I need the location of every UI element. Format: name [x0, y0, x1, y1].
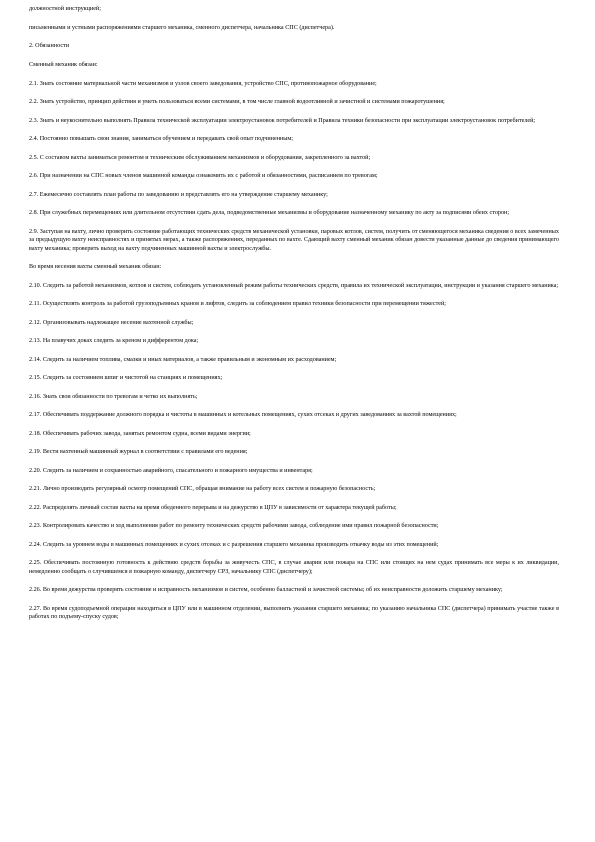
clause-2-10: 2.10. Следить за работой механизмов, котлов и систем, соблюдать установленный режим работы технических средств, правила их технической эксплуатации, инструкции и указания старшего механика; [29, 282, 559, 289]
paragraph-intro-cont: должностной инструкцией; [29, 6, 101, 12]
clause-2-12: 2.12. Организовывать надлежащее несение вахтенной службы; [29, 319, 194, 326]
clause-2-20: 2.20. Следить за наличием и сохранностью аварийного, спасательного и пожарного имущества и инвентаря; [29, 467, 313, 474]
clause-2-25: 2.25. Обеспечивать постоянную готовность к действию средств борьбы за живучесть СПС, в случае аварии или пожара на СПС или стоящих на нем судах принимать все меры к их ликвидации, немедленно сообщать о случившемся в пожарную команду, диспетчеру СРЗ, начальнику СПС (диспетчеру); [29, 560, 559, 575]
paragraph-intro-orders: письменными и устными распоряжениями старшего механика, сменного диспетчера, начальника СПС (диспетчера). [29, 24, 335, 31]
clause-2-26: 2.26. Во время дежурства проверять состояние и исправность механизмов и систем, особенно балластной и зачистной системы; об их неисправности доложить старшему механику; [29, 587, 503, 594]
clause-2-18: 2.18. Обеспечивать рабочих завода, занятых ремонтом судна, всеми видами энергии; [29, 430, 251, 437]
clause-2-22: 2.22. Распределять личный состав вахты на время обеденного перерыва и на дежурство в ЦПУ в зависимости от характера текущей работы; [29, 504, 397, 511]
section-heading-duties: 2. Обязанности [29, 43, 70, 50]
clause-2-13: 2.13. На плавучих доках следить за креном и дифферентом дока; [29, 338, 199, 345]
clause-2-8: 2.8. При служебных перемещениях или длительном отсутствии сдать дела, подведомственные механизмы и оборудование назначенному механику по акту за подписями обеих сторон; [29, 210, 510, 217]
clause-2-1: 2.1. Знать состояние материальной части механизмов и узлов своего заведования, устройство СПС, противопожарное оборудование; [29, 80, 377, 87]
clause-2-17: 2.17. Обеспечивать поддержание должного порядка и чистоты в машинных и котельных помещениях, сухих отсеках и других заведованиях за вахтой помещениях; [29, 412, 457, 419]
paragraph-duties-lead: Сменный механик обязан: [29, 62, 98, 69]
clause-2-7: 2.7. Ежемесячно составлять план работы по заведованию и представлять его на утверждение старшему механику; [29, 191, 328, 198]
clause-2-2: 2.2. Знать устройство, принцип действия и уметь пользоваться всеми системами, в том числе главной водоотливной и зачистной и системами пожаротушения; [29, 99, 445, 106]
clause-2-14: 2.14. Следить за наличием топлива, смазки и иных материалов, а также правильным и экономным их расходованием; [29, 356, 337, 363]
clause-2-3: 2.3. Знать и неукоснительно выполнять Правила технической эксплуатации электроустановок потребителей и Правила техники безопасности при эксплуатации электроустановок потребителей; [29, 117, 536, 124]
clause-2-9: 2.9. Заступая на вахту, лично проверить состояние работающих технических средств механической установки, паровых котлов, систем, получить от сменяющегося механика сведения о всех замеченных за предыдущую вахту неисправностях и принятых мерах, а также распоряжениях, переданных по вахте. Сдающий вахту сменный механик обязан довести указанные данные до сведения принимающего вахту механика; проверить выход на вахту подчиненных машинной вахты и электрослужбы. [29, 228, 559, 252]
clause-2-19: 2.19. Вести вахтенный машинный журнал в соответствии с правилами его ведения; [29, 449, 248, 456]
clause-2-24: 2.24. Следить за уровнем воды в машинных помещениях и сухих отсеках и с разрешения старшего механика производить откачку воды из этих помещений; [29, 541, 439, 548]
clause-2-4: 2.4. Постоянно повышать свои знания, заниматься обучением и передавать свой опыт подчиненным; [29, 136, 293, 143]
clause-2-27: 2.27. Во время судоподъемной операции находиться в ЦПУ или в машинном отделении, выполнять указания старшего механика; по указанию начальника СПС (диспетчера) принимать участие также в работах по подъему-спуску судов; [29, 605, 559, 621]
clause-2-11: 2.11. Осуществлять контроль за работой грузоподъемных кранов и лифтов, следить за соблюдением правил техники безопасности при перемещении тяжестей; [29, 301, 447, 308]
clause-2-15: 2.15. Следить за состоянием шпиг и чистотой на станциях и помещениях; [29, 375, 223, 382]
clause-2-16: 2.16. Знать свои обязанности по тревогам и четко их выполнять; [29, 393, 198, 400]
clause-2-21: 2.21. Лично производить регулярный осмотр помещений СПС, обращая внимание на работу всех систем и пожарную безопасность; [29, 486, 376, 493]
paragraph-watch-lead: Во время несения вахты сменный механик обязан: [29, 264, 162, 271]
clause-2-6: 2.6. При назначении на СПС новых членов машинной команды ознакомить их с работой и обязанностями, расписанием по тревогам; [29, 173, 378, 180]
clause-2-23: 2.23. Контролировать качество и ход выполнения работ по ремонту технических средств рабочими завода, соблюдение ими правил пожарной безопасности; [29, 523, 439, 530]
clause-2-5: 2.5. С составом вахты заниматься ремонтом и техническим обслуживанием механизмов и оборудования, закрепленного за вахтой; [29, 154, 371, 161]
